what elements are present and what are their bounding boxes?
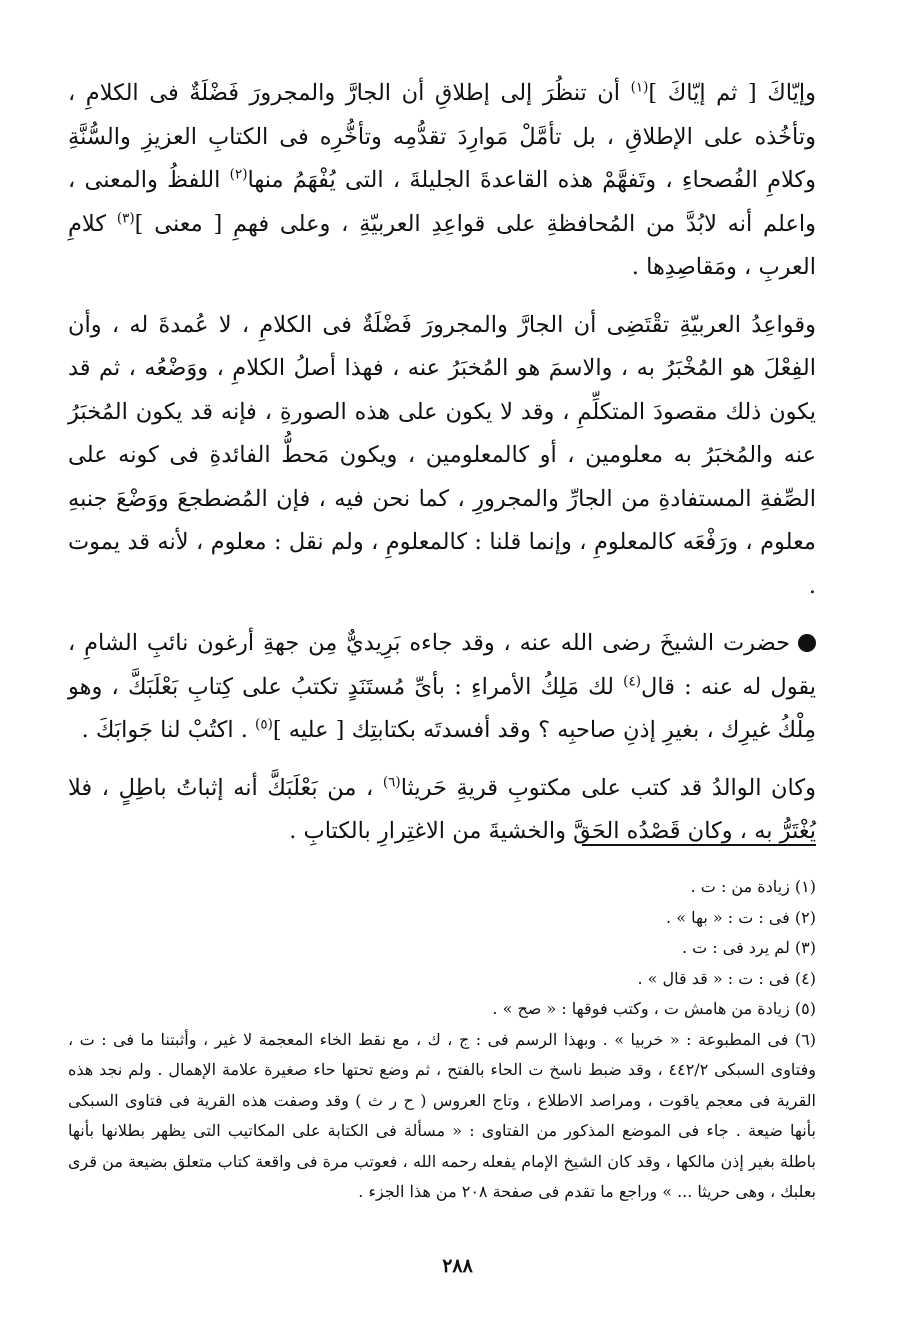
text-segment: كلامِ العربِ ، ومَقاصِدِها . bbox=[68, 210, 816, 280]
footnote-5: (٥) زيادة من هامش ت ، وكتب فوقها : « صح » . bbox=[492, 999, 816, 1018]
footnote-3: (٣) لم يرد فى : ت . bbox=[681, 938, 816, 957]
text-segment: أن تنظُرَ إلى إطلاقِ أن الجارَّ والمجرورَ فَضْلَةٌ فى الكلامِ ، وتأخُذه على الإطلاقِ ، بل تأمَّلْ مَوارِدَ تقدُّمِه وتأخُّرِه فى الكتابِ العزيزِ والسُّنَّةِ وكلامِ الفُصحاءِ ، وتَفهَّمْ هذه القاعدةَ الجليلةَ ، التى يُفْهَمُ منها bbox=[68, 80, 816, 193]
text-segment: وإيّاكَ [ ثم إيّاكَ ] bbox=[648, 80, 816, 106]
text-segment: لك مَلِكُ الأمراءِ : بأىِّ مُستَنَدٍ تكتبُ على كِتابِ بَعْلَبَكَّ ، وهو مِلْكُ غيرِك ، بغيرِ إذنِ صاحبِه ؟ وقد أفسدتَه بكتابتِك [ عليه ] bbox=[68, 673, 816, 743]
paragraph-4 bbox=[68, 767, 816, 854]
footnote-marker: (٥) bbox=[255, 716, 273, 733]
page-number: ٢٨٨ bbox=[442, 1255, 473, 1277]
bullet-icon bbox=[798, 634, 816, 652]
footnote-1: (١) زيادة من : ت . bbox=[690, 877, 816, 896]
footnotes bbox=[68, 872, 816, 1208]
text-segment: وكان الوالدُ قد كتب على مكتوبِ قريةِ حَريثا bbox=[400, 774, 816, 801]
paragraph-2 bbox=[68, 304, 816, 609]
footnote-marker: (٤) bbox=[623, 673, 641, 689]
text-segment: . اكتُبْ لنا جَوابَكَ . bbox=[81, 717, 256, 743]
footnote-marker: (١) bbox=[630, 79, 649, 96]
footnote-4: (٤) فى : ت : « قد قال » . bbox=[637, 968, 816, 988]
footnote-marker: (٣) bbox=[116, 210, 135, 226]
footnote-2: (٢) فى : ت : « بها » . bbox=[666, 907, 816, 927]
text-segment: اللفظُ والمعنى ، واعلم أنه لابُدَّ من المُحافظةِ على قواعِدِ العربيّةِ ، وعلى فهمِ [ معنى ] bbox=[68, 167, 816, 237]
footnote-divider bbox=[582, 844, 816, 846]
footnote-marker: (٦) bbox=[382, 774, 401, 790]
text-segment: وقواعِدُ العربيّةِ تقْتَضِى أن الجارَّ والمجرورَ فَضْلَةٌ فى الكلامِ ، لا عُمدةَ له ، وأن الفِعْلَ هو المُخْبَرُ به ، والاسمَ هو المُخبَرُ عنه ، فهذا أصلُ الكلامِ ، ووَضْعُه ، ثم قد يكون ذلك مقصودَ المتكلِّمِ ، وقد لا يكون على هذه الصورةِ ، فإنه قد يكون المُخبَرُ عنه والمُخبَرُ به معلومين ، أو كالمعلومين ، ويكون مَحطُّ الفائدةِ فى كونه على الصِّفةِ المستفادةِ من الجارِّ والمجرورِ ، كما نحن فيه ، فإن المُضطجعَ ووَضْعَ جنبهِ معلوم ، ورَفْعَه كالمعلومِ ، وإنما قلنا : كالمعلومِ ، ولم نقل : معلوم ، لأنه قد يموت . bbox=[68, 311, 816, 599]
paragraph-1 bbox=[68, 72, 816, 290]
main-text bbox=[68, 72, 816, 868]
paragraph-3 bbox=[68, 622, 816, 753]
text-segment: حضرت الشيخَ رضى الله عنه ، وقد جاءه بَرِيديٌّ مِن جهةِ أرغون نائبِ الشامِ ، يقول له عنه : قال bbox=[68, 630, 816, 700]
footnote-marker: (٢) bbox=[229, 166, 248, 183]
text-segment: ، من بَعْلَبَكَّ أنه إثباتُ باطِلٍ ، فلا يُغْتَرُّ به ، وكان قَصْدُه الحَقَّ والخشيةَ من الاغتِرارِ بالكتابِ . bbox=[68, 774, 816, 844]
footnote-6: (٦) فى المطبوعة : « خربيا » . وبهذا الرسم فى : ج ، ك ، مع نقط الخاء المعجمة لا غير ، وأثبتنا ما فى : ت ، وفتاوى السبكى ٤٤٢/٢ ، وقد ضبط ناسخ ت الحاء بالفتح ، ثم وضع تحتها حاء صغيرة علامة الإهمال . ولم نجد هذه القرية فى معجم ياقوت ، ومراصد الاطلاع ، وتاج العروس ( ح ر ث ) وقد وصفت هذه القرية فى فتاوى السبكى بأنها ضيعة . جاء فى الموضع المذكور من الفتاوى : « مسألة فى الكتابة على المكاتيب التى يظهر بطلانها بأنها باطلة بغير إذن مالكها ، وقد كان الشيخ الإمام يفعله رحمه الله ، فعوتب مرة فى واقعة كتاب متعلق بضيعة من قرى بعلبك ، وهى حريثا ... » وراجع ما تقدم فى صفحة ٢٠٨ من هذا الجزء . bbox=[68, 1029, 816, 1201]
